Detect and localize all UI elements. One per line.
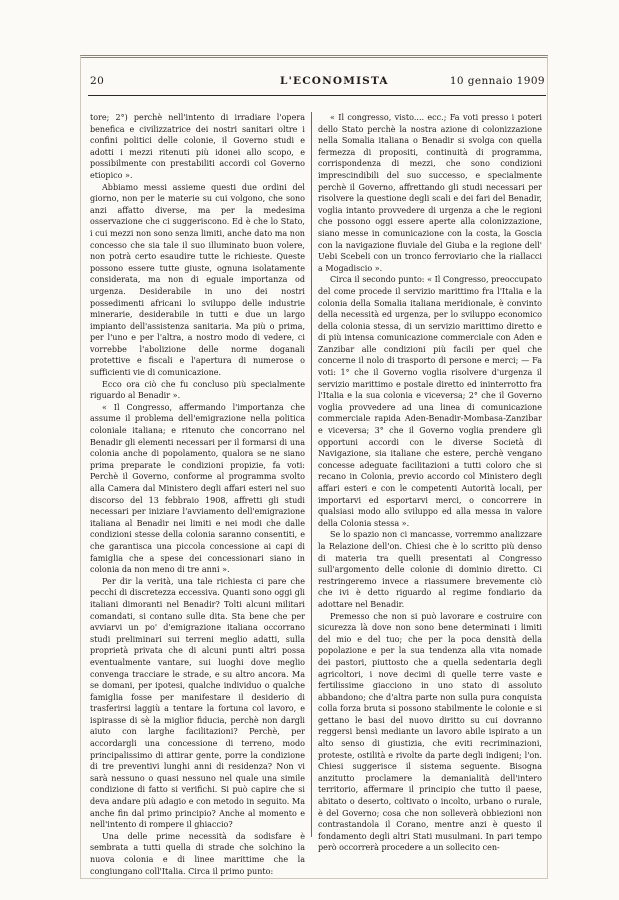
- paragraph: Premesso che non si può lavorare e costruire con sicurezza là dove non sono bene determinati i limiti del mio e del tuo; che per la poca densità della popolazione e per la sua tendenza alla vita nomade dei pastori, piuttosto che a quella sedentaria degli agricoltori, i nove decimi di quelle terre vaste e fertilissime giacciono in uno stato di assoluto abbandono; che d'altra parte non sulla pura conquista colla forza bruta si possono stabilmente le colonie e si gettano le basi del nuovo diritto su cui dovranno reggersi bensì mediante un lavoro abile ispirato a un alto senso di giustizia, che eviti recriminazioni, proteste, ostilità e rivolte da parte degli indigeni; l'on. Chiesi suggerisce il sistema seguente. Bisogna anzitutto proclamere la demanialità dell'intero territorio, affermare il principio che tutto il paese, abitato o deserto, coltivato o incolto, urbano o rurale, è del Governo; cosa che non solleverà obbiezioni non contrastandola il Corano, mentre anzi è questo il fondamento degli altri Stati musulmani. In pari tempo però occorrerà procedere a un sollecito cen-: [318, 611, 542, 853]
- paragraph: « Il Congresso, affermando l'importanza che assume il problema dell'emigrazione nella politica coloniale italiana; e ritenuto che concorrano nel Benadir gli elementi necessari per il formarsi di una colonia anche di popolamento, qualora se ne siano prima preparate le condizioni propizie, fa voti: Perchè il Governo, conforme al programma svolto alla Camera dal Ministero degli affari esteri nel suo discorso del 13 febbraio 1908, affretti gli studi necessari per iniziare l'avviamento dell'emigrazione italiana al Benadir nei limiti e nei modi che dalle condizioni stesse della colonia saranno consentiti, e che garantisca una piccola concessione ai capi di famiglia che a spese dei concessionari siano in colonia da non meno di tre anni ».: [90, 402, 305, 575]
- paragraph: « Il congresso, visto.... ecc.; Fa voti presso i poteri dello Stato perchè la nostra azione di colonizzazione nella Somalia italiana o Benadir si svolga con quella fermezza di propositi, continuità di programma, corrispondenza di mezzi, che sono condizioni imprescindibili del suo successo, e specialmente perchè il Governo, affrettando gli studi necessari per risolvere la questione degli scali e dei fari del Benadir, voglia intanto provvedere di urgenza a che le regioni che possono oggi essere aperte alla colonizzazione, siano messe in comunicazione con la costa, la Goscia con la navigazione fluviale del Giuba e la regione dell' Uebi Scebeli con un tronco ferroviario che la riallacci a Mogadiscio ».: [318, 113, 542, 273]
- header-rule: [88, 95, 546, 96]
- journal-title: L'ECONOMISTA: [280, 75, 389, 87]
- paragraph: Ecco ora ciò che fu concluso più specialmente riguardo al Benadir ».: [90, 379, 305, 401]
- paragraph: Per dir la verità, una tale richiesta ci pare che pecchi di discretezza eccessiva. Quanti sono oggi gli italiani dimoranti nel Benadir? Tolti alcuni militari comandati, si contano sulle dita. Sta bene che per avviarvi un po' d'emigrazione italiana occorrano studi preliminari sui terreni meglio adatti, sulla proprietà privata che di alcuni punti altri possa eventualmente vantare, sui luoghi dove meglio convenga tracciare le strade, e su altro ancora. Ma se domani, per ipotesi, qualche individuo o qualche famiglia fosse per manifestare il desiderio di trasferirsi laggiù a tentare la fortuna col lavoro, e ispirasse di sè la miglior fiducia, perchè non dargli aiuto con larghe facilitazioni? Perchè, per accordargli una concessione di terreno, modo principalissimo di attirar gente, porre la condizione di tre preventivi lunghi anni di residenza? Non vi sarà nessuno o quasi nessuno nel quale una simile condizione di fatto si verifichi. Si può capire che si deva andare più adagio e con metodo in seguito. Ma anche fin dal primo principio? Anche al momento e nell'intento di rompere il ghiaccio?: [90, 576, 305, 830]
- paragraph: Circa il secondo punto: « Il Congresso, preoccupato del come procede il servizio marittimo fra l'Italia e la colonia della Somalia italiana meridionale, è convinto della necessità ed urgenza, per lo sviluppo economico della colonia stessa, di un servizio marittimo diretto e di più intensa comunicazione commerciale con Aden e Zanzibar alle condizioni più facili per quel che concerne il nolo di trasporto di persone e merci; — Fa voti: 1° che il Governo voglia risolvere d'urgenza il servizio marittimo e postale diretto ed ininterrotto fra l'Italia e la sua colonia e viceversa; 2° che il Governo voglia provvedere ad una linea di comunicazione commerciale rapida Aden-Benadir-Mombasa-Zanzibar e viceversa; 3° che il Governo voglia prendere gli opportuni accordi con le diverse Società di Navigazione, sia italiane che estere, perchè vengano concesse adeguate facilitazioni a tutti coloro che si recano in Colonia, previo accordo col Ministero degli affari esteri e con le competenti Autorità locali, per importarvi ed esportarvi merci, o concorrere in qualsiasi modo allo sviluppo ed alla messa in valore della Colonia stessa ».: [318, 275, 542, 528]
- paragraph: Se lo spazio non ci mancasse, vorremmo analizzare la Relazione dell'on. Chiesi che è lo scritto più denso di materia tra quelli presentati al Congresso sull'argomento delle colonie di dominio diretto. Ci restringeremo invece a riassumere brevemente ciò che ivi è detto riguardo al regime fondiario da adottare nel Benadir.: [318, 530, 542, 609]
- running-header: [90, 75, 545, 89]
- paragraph: Una delle prime necessità da sodisfare è sembrata a tutti quella di strade che solchino la nuova colonia e di linee marittime che la congiungano coll'Italia. Circa il primo punto:: [90, 831, 305, 876]
- paragraph: tore; 2°) perchè nell'intento di irradiare l'opera benefica e civilizzatrice dei nostri sanitari oltre i confini politici delle colonie, il Governo studi e adotti i mezzi ritenuti più idonei allo scopo, e possibilmente con prestabiliti accordi col Governo etiopico ».: [90, 113, 305, 180]
- issue-date: 10 gennaio 1909: [449, 75, 545, 87]
- column-divider: [311, 112, 312, 837]
- left-column: [90, 112, 305, 876]
- right-column: [318, 112, 542, 853]
- page-number: 20: [90, 75, 105, 87]
- paragraph: Abbiamo messi assieme questi due ordini del giorno, non per le materie su cui volgono, che sono anzi affatto diverse, ma per la medesima osservazione che ci suggeriscono. Ed è che lo Stato, i cui mezzi non sono senza limiti, anche dato ma non concesso che sia tale il suo illuminato buon volere, non potrà certo esaudire tutte le richieste. Queste possono essere tutte giuste, ognuna isolatamente considerata, ma non di eguale importanza od urgenza. Desiderabile in uno dei nostri possedimenti africani lo sviluppo delle industrie minerarie, desiderabile in tutti e due un largo impianto dell'assistenza sanitaria. Ma più o prima, per l'uno e per l'altra, a nostro modo di vedere, ci vorrebbe l'abolizione delle norme doganali protettive e fiscali e l'apertura di numerose o sufficienti vie di comunicazione.: [90, 182, 305, 378]
